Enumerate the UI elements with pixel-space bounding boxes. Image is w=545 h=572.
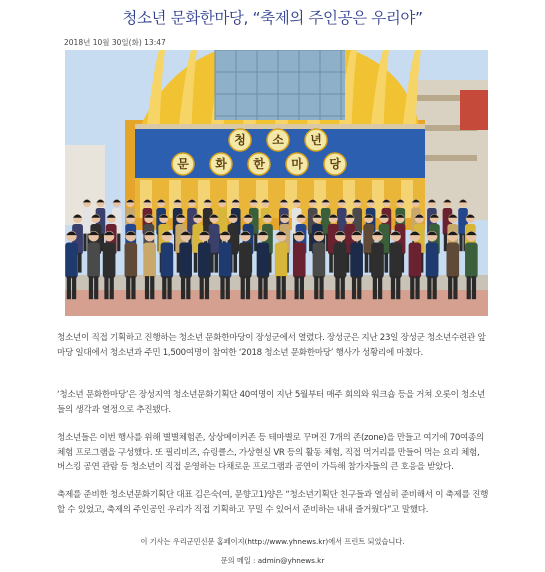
print-source-note: 이 기사는 우리군민신문 홈페이지(http://www.yhnews.kr)에서 프린트 되었습니다. — [140, 537, 405, 546]
svg-text:년: 년 — [310, 133, 322, 147]
sign-letter-circle — [210, 153, 232, 175]
svg-text:한: 한 — [253, 157, 265, 171]
svg-text:소: 소 — [272, 133, 284, 147]
svg-text:문: 문 — [177, 157, 189, 171]
svg-text:청: 청 — [234, 133, 246, 147]
contact-email: 문의 메일 : admin@yhnews.kr — [220, 556, 325, 565]
svg-text:마: 마 — [291, 157, 303, 171]
svg-text:당: 당 — [329, 157, 341, 171]
article-photo — [65, 50, 488, 316]
group-photo-illustration — [65, 50, 488, 316]
sign-letter-circle — [324, 153, 346, 175]
sign-letter-circle — [286, 153, 308, 175]
article-paragraph: 축제를 준비한 청소년문화기획단 대표 김은숙(여, 문향고1)양은 “청소년기획단 친구들과 열심히 준비해서 이 축제를 진행할 수 있었고, 축제의 주인공인 우리가 직접 기획하고 꾸밀 수 있어서 준비하는 내내 즐거웠다”고 말했다. — [57, 490, 489, 515]
sign-letter-circle — [172, 153, 194, 175]
article-title: 청소년 문화한마당, “축제의 주인공은 우리야” — [122, 9, 423, 27]
sign-letter-circle — [305, 129, 327, 151]
article-paragraph: 청소년이 직접 기획하고 진행하는 청소년 문화한마당이 장성군에서 열렸다. 장성군은 지난 23일 장성군 청소년수련관 앞마당 일대에서 청소년과 주민 1,500여명이 참여한 ‘2018 청소년 문화한마당’ 행사가 성황리에 마쳤다. — [57, 333, 486, 358]
sign-letter-circle — [267, 129, 289, 151]
svg-text:화: 화 — [215, 157, 227, 171]
article-paragraph: 청소년들은 이번 행사를 위해 별별체험존, 상상메이커존 등 테마별로 꾸며진 7개의 존(zone)을 만들고 여기에 70여종의 체험 프로그램을 구성했다. 또 필리비즈, 슈링클스, 가상현실 VR 등의 활동 체험, 직접 먹거리를 만들어 먹는 요리 체험, 버스킹 공연 관람 등 청소년이 직접 운영하는 다채로운 프로그램과 공연이 가득해 참가자들의 큰 호응을 받았다. — [57, 433, 485, 473]
article-paragraph: ‘청소년 문화한마당’은 장성지역 청소년문화기획단 40여명이 지난 5월부터 매주 회의와 워크숍 등을 거쳐 오롯이 청소년들의 생각과 열정으로 추진됐다. — [57, 390, 486, 415]
article-date: 2018년 10월 30일(화) 13:47 — [64, 38, 166, 47]
sign-letter-circle — [248, 153, 270, 175]
sign-letter-circle — [229, 129, 251, 151]
